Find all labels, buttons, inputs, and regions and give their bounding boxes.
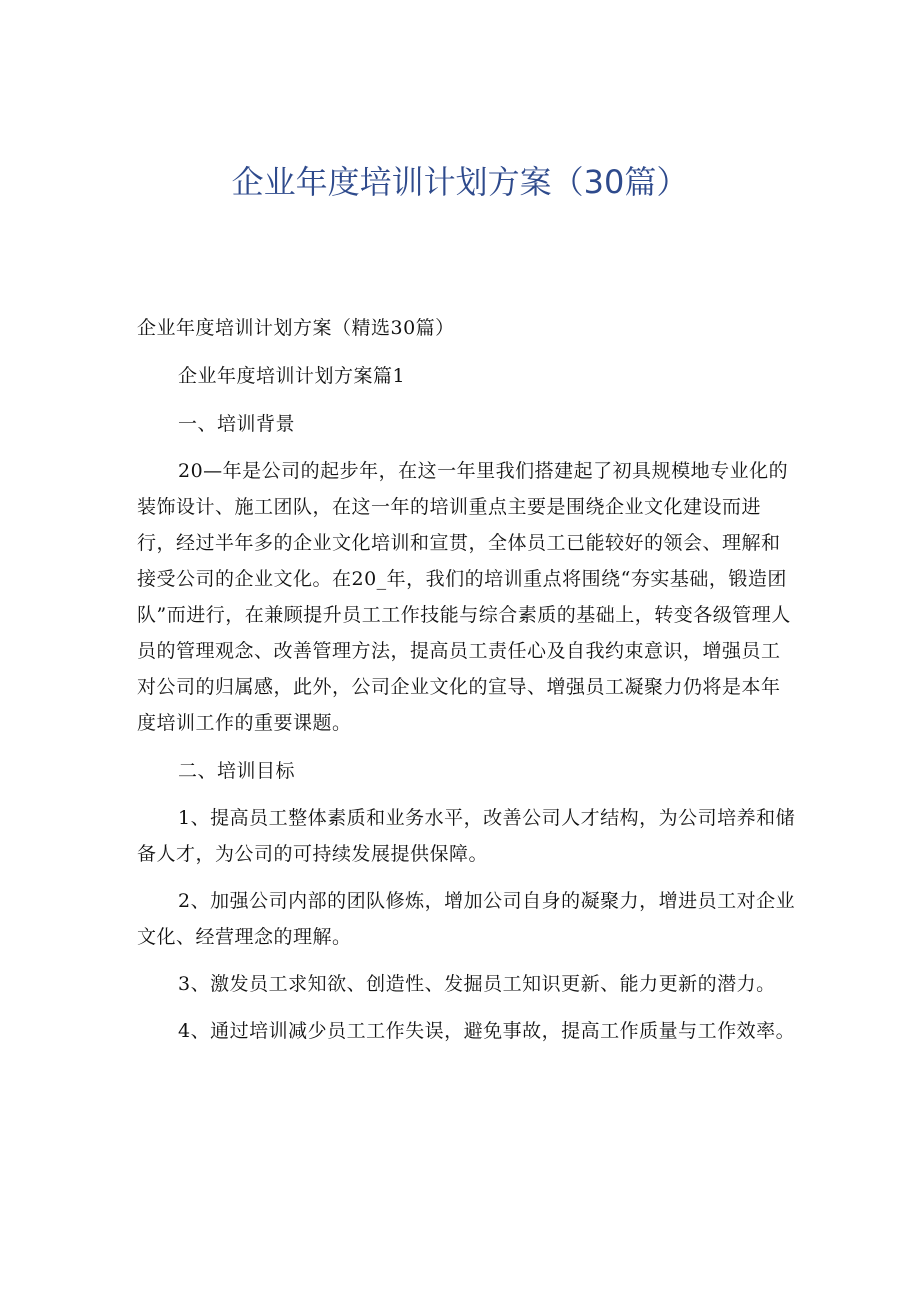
- document-title: 企业年度培训计划方案（30篇）: [231, 163, 689, 201]
- goal-item-1: 1、提高员工整体素质和业务水平，改善公司人才结构，为公司培养和储备人才，为公司的可持续发展提供保障。: [137, 807, 796, 865]
- document-subtitle: 企业年度培训计划方案（精选30篇）: [137, 317, 455, 339]
- section-heading: 企业年度培训计划方案篇1: [178, 365, 406, 387]
- goal-item-4: 4、通过培训减少员工工作失误，避免事故，提高工作质量与工作效率。: [178, 1020, 796, 1042]
- part2-heading: 二、培训目标: [178, 760, 296, 782]
- document-body: [137, 310, 797, 1049]
- goal-item-3: 3、激发员工求知欲、创造性、发掘员工知识更新、能力更新的潜力。: [178, 973, 776, 995]
- part1-paragraph: 20—年是公司的起步年，在这一年里我们搭建起了初具规模地专业化的装饰设计、施工团队，在这一年的培训重点主要是围绕企业文化建设而进行，经过半年多的企业文化培训和宣贯，全体员工已能较好的领会、理解和接受公司的企业文化。在20_年，我们的培训重点将围绕“夯实基础，锻造团队”而进行，在兼顾提升员工工作技能与综合素质的基础上，转变各级管理人员的管理观念、改善管理方法，提高员工责任心及自我约束意识，增强员工对公司的归属感，此外，公司企业文化的宣导、增强员工凝聚力仍将是本年度培训工作的重要课题。: [137, 460, 791, 734]
- part1-heading: 一、培训背景: [178, 413, 296, 435]
- goal-item-2: 2、加强公司内部的团队修炼，增加公司自身的凝聚力，增进员工对企业文化、经营理念的理解。: [137, 890, 796, 948]
